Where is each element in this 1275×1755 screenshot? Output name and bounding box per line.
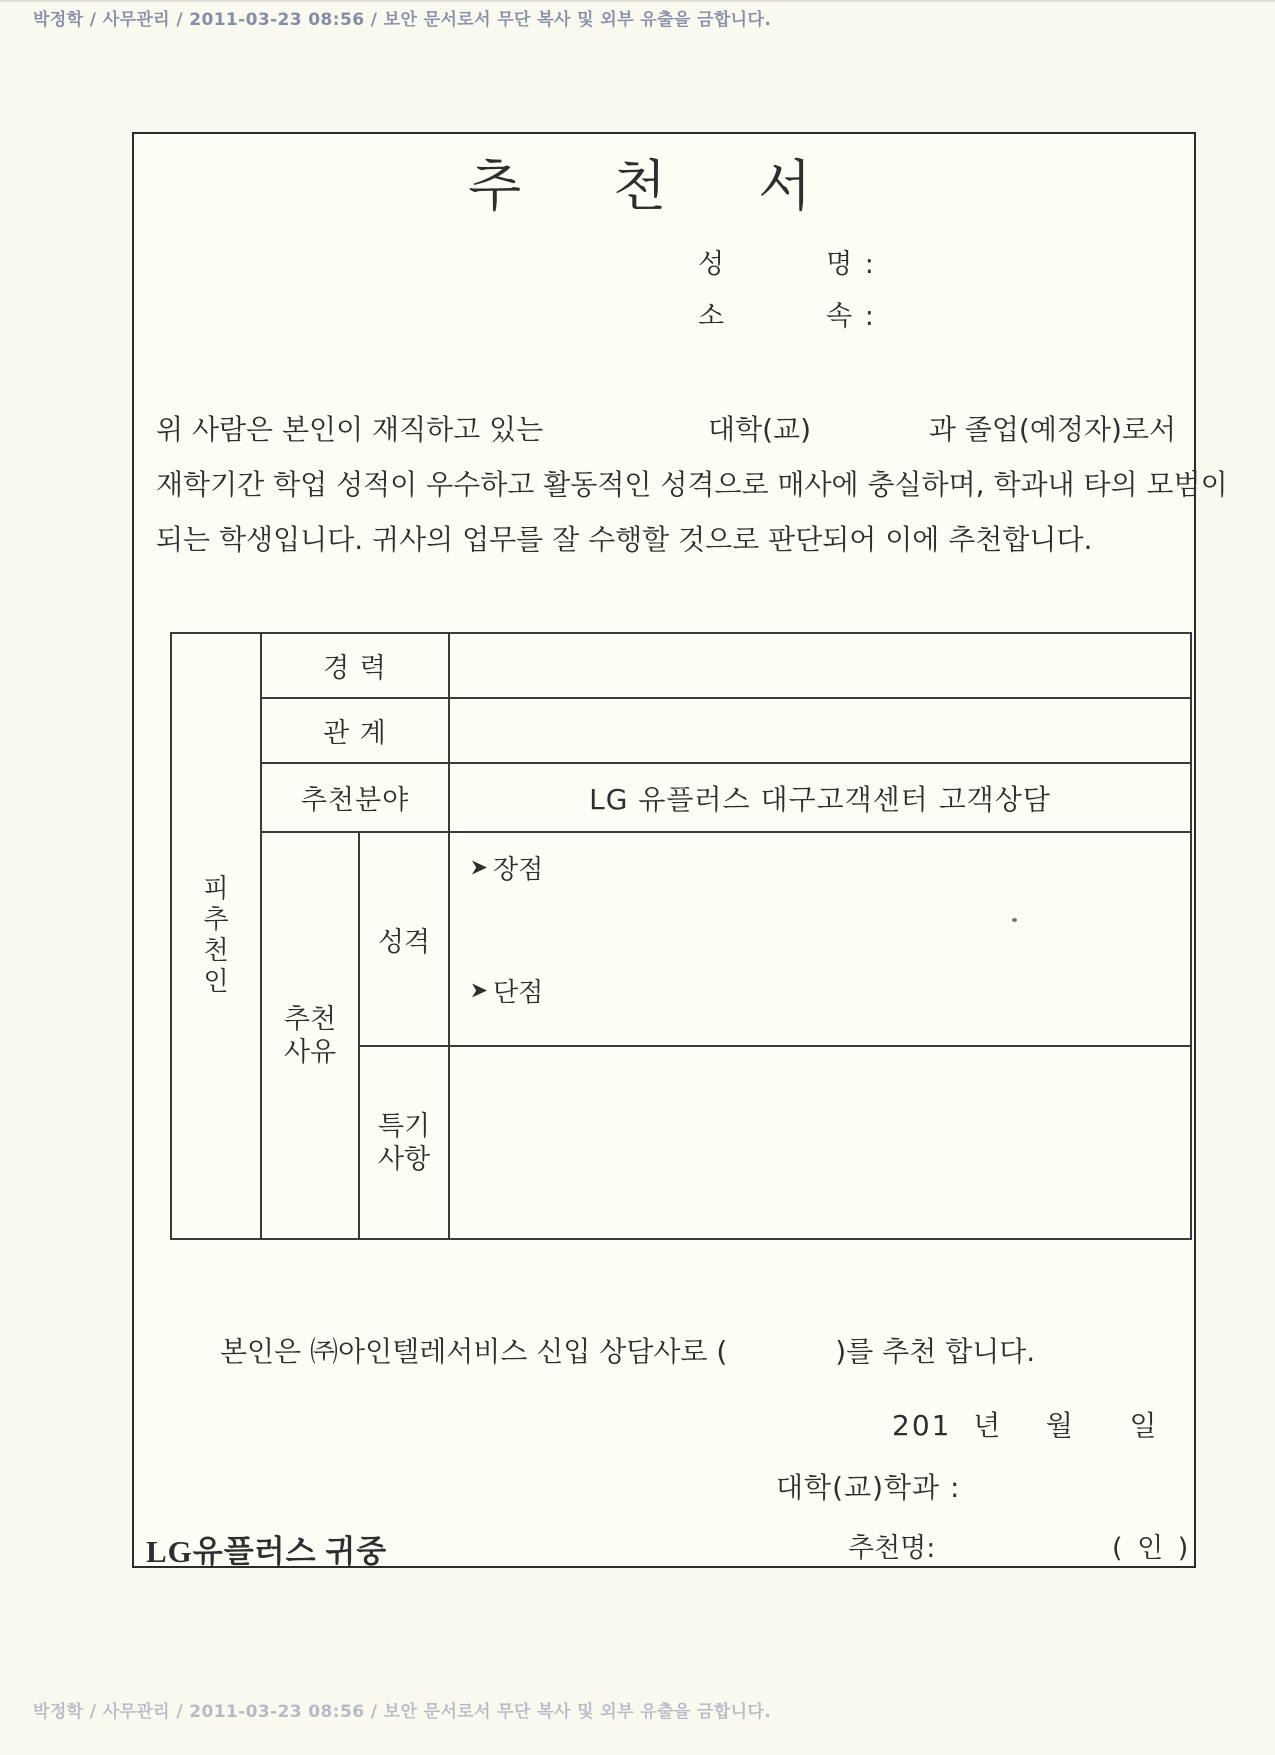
university-department-line: 대학(교)학과 : xyxy=(776,1471,961,1504)
scan-edge-artifact xyxy=(0,0,1275,2)
line1-university-label: 대학(교) xyxy=(708,413,812,446)
affiliation-label-left: 소 xyxy=(698,301,727,332)
name-value xyxy=(876,242,1056,281)
recommendee-table xyxy=(170,632,1192,1240)
security-watermark-footer: 박정학 / 사무관리 / 2011-03-23 08:56 / 보안 문서로서 무단 복사 및 외부 유출을 금합니다. xyxy=(33,1702,772,1722)
closing-statement xyxy=(220,1330,1035,1370)
field-value-cell xyxy=(450,764,1190,831)
statement-tail: )를 추천 합니다. xyxy=(835,1335,1036,1368)
date-line: 201 년 월 일 xyxy=(892,1409,1159,1442)
paragraph-line-1 xyxy=(156,402,1176,457)
weaknesses-line xyxy=(472,972,543,1009)
line1-intro: 위 사람은 본인이 재직하고 있는 xyxy=(156,413,544,446)
field-value: LG 유플러스 대구고객센터 고객상담 xyxy=(589,782,1051,816)
name-label-right: 명 : xyxy=(826,249,876,280)
security-watermark-header: 박정학 / 사무관리 / 2011-03-23 08:56 / 보안 문서로서 무단 복사 및 외부 유출을 금합니다. xyxy=(33,10,772,30)
affiliation-label-gap xyxy=(726,294,826,333)
recommendation-paragraph xyxy=(156,402,1228,567)
relation-label: 관 계 xyxy=(323,718,387,749)
scan-speck-artifact xyxy=(1012,918,1017,922)
notes-value-cell xyxy=(450,1047,1190,1238)
document-border-box xyxy=(132,132,1228,1569)
weaknesses-label: 단점 xyxy=(493,978,544,1008)
reason-label: 추천 사유 xyxy=(283,1003,337,1068)
document-title: 추천서 xyxy=(468,154,904,218)
strengths-line xyxy=(472,849,543,886)
statement-lead: 본인은 ㈜아인텔레서비스 신입 상담사로 ( xyxy=(220,1335,728,1368)
paragraph-line-2: 재학기간 학업 성적이 우수하고 활동적인 성격으로 매사에 충실하며, 학과내 타의 모범이 xyxy=(156,468,1228,501)
personality-label: 성격 xyxy=(377,926,431,958)
line1-graduate-label: 과 졸업(예정자)로서 xyxy=(928,413,1176,446)
notes-label-cell xyxy=(360,1047,448,1238)
notes-label: 특기 사항 xyxy=(377,1110,431,1175)
affiliation-label-right: 속 : xyxy=(826,301,876,332)
arrowhead-icon xyxy=(472,983,487,999)
career-label: 경 력 xyxy=(323,653,387,684)
recommendee-group-cell xyxy=(172,634,260,1238)
relation-label-cell xyxy=(262,699,448,762)
recipient-company: LG유플러스 귀중 xyxy=(146,1534,388,1569)
personality-value-cell xyxy=(450,833,1190,1045)
recommender-name-label: 추천명: xyxy=(848,1533,936,1564)
relation-value-cell xyxy=(450,699,1190,762)
career-value-cell xyxy=(450,634,1190,697)
arrowhead-icon xyxy=(472,860,487,876)
name-label-gap xyxy=(726,242,826,281)
recommendee-group-label: 피추천인 xyxy=(203,874,229,997)
field-label: 추천분야 xyxy=(300,785,410,816)
seal-mark: ( 인 ) xyxy=(1112,1533,1192,1564)
field-label-cell xyxy=(262,764,448,831)
affiliation-value xyxy=(876,294,1056,333)
strengths-label: 장점 xyxy=(493,855,544,885)
career-label-cell xyxy=(262,634,448,697)
reason-label-cell xyxy=(262,833,358,1238)
personality-label-cell xyxy=(360,833,448,1045)
name-field xyxy=(698,242,1056,281)
affiliation-field xyxy=(698,294,1056,333)
name-label-left: 성 xyxy=(698,249,727,280)
paragraph-line-3: 되는 학생입니다. 귀사의 업무를 잘 수행할 것으로 판단되어 이에 추천합니다. xyxy=(156,523,1093,556)
